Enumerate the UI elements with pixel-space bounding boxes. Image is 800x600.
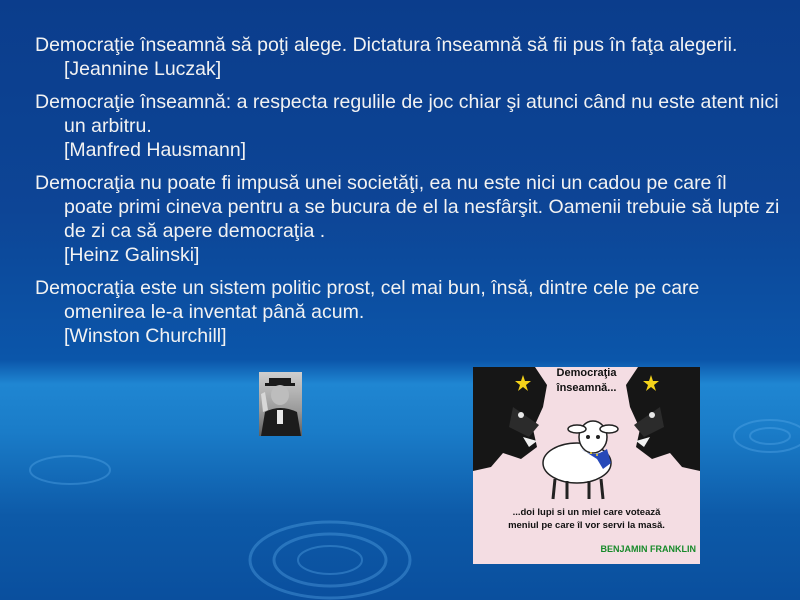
cartoon-attribution: BENJAMIN FRANKLIN [600, 544, 696, 554]
quote-author: [Manfred Hausmann] [64, 139, 247, 161]
quote-item [35, 90, 780, 162]
quote-text: Democraţie înseamnă: a respecta regulile de joc chiar şi atunci când nu este atent nici un arbitru. [35, 91, 779, 137]
quote-author: [Jeannine Luczak] [64, 58, 222, 80]
cartoon-caption-line2: meniul pe care îl vor servi la masă. [508, 520, 665, 531]
quote-text: Democraţia este un sistem politic prost, cel mai bun, însă, dintre cele pe care omenirea le-a inventat până acum. [35, 277, 700, 323]
quote-item [35, 33, 780, 81]
quote-item [35, 171, 780, 267]
quote-item [35, 276, 780, 348]
quote-author: [Heinz Galinski] [64, 244, 200, 266]
churchill-portrait-image [259, 372, 302, 436]
quote-list [35, 33, 780, 357]
quote-text: Democraţie înseamnă să poţi alege. Dictatura înseamnă să fii pus în faţa alegerii. [35, 34, 738, 56]
wolves-and-lamb-illustration [473, 367, 700, 564]
quote-text: Democraţia nu poate fi impusă unei societăţi, ea nu este nici un cadou pe care îl poate primi cineva pentru a se bucura de el la nesfârşit. Oamenii trebuie să lupte zi de zi ca să apere democraţia . [35, 172, 780, 242]
franklin-cartoon-image [473, 367, 700, 564]
cartoon-title-line2: înseamnă... [556, 382, 617, 394]
quote-author: [Winston Churchill] [64, 325, 227, 347]
cartoon-caption: ...doi lupi si un miel care votează [512, 507, 661, 518]
cartoon-title: Democraţia [556, 367, 617, 379]
